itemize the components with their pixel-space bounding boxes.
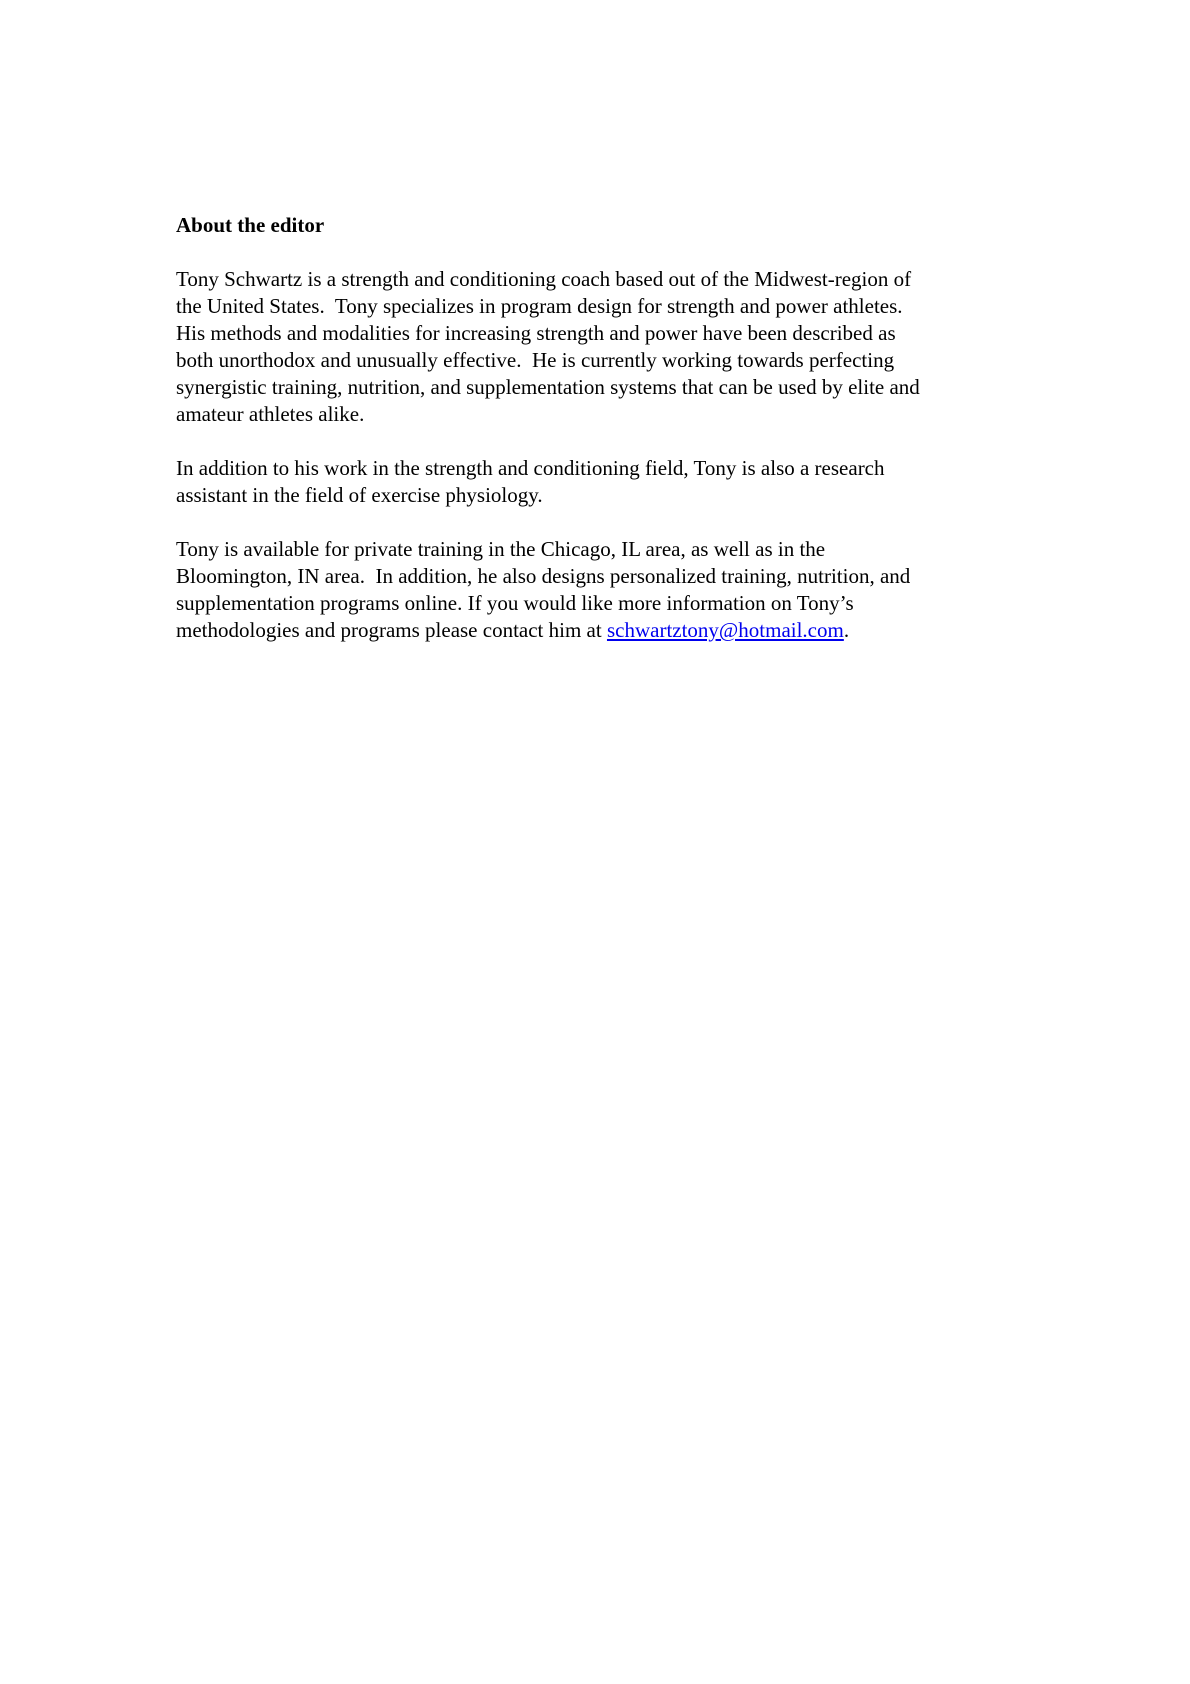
contact-suffix: . (843, 618, 850, 642)
text-line: both unorthodox and unusually effective. He is currently working towards perfecting (176, 348, 895, 372)
text-line: His methods and modalities for increasing strength and power have been described as (176, 321, 896, 345)
text-line: the United States. Tony specializes in program design for strength and power athletes. (176, 294, 903, 318)
paragraph-contact (176, 536, 1026, 644)
text-line: In addition to his work in the strength and conditioning field, Tony is also a research (176, 456, 885, 480)
text-line: supplementation programs online. If you would like more information on Tony’s (176, 591, 854, 615)
contact-prefix: methodologies and programs please contact him at (176, 618, 607, 642)
paragraph-research (176, 455, 1026, 509)
document-body (176, 212, 1026, 671)
text-line-contact (176, 617, 1026, 644)
text-line: amateur athletes alike. (176, 402, 365, 426)
text-line: synergistic training, nutrition, and supplementation systems that can be used by elite and (176, 375, 920, 399)
text-line: assistant in the field of exercise physiology. (176, 483, 543, 507)
paragraph-bio (176, 266, 1026, 428)
text-line: Tony is available for private training in the Chicago, IL area, as well as in the (176, 537, 826, 561)
text-line: Bloomington, IN area. In addition, he also designs personalized training, nutrition, and (176, 564, 911, 588)
email-link[interactable]: schwartztony@hotmail.com (606, 618, 844, 642)
text-line: Tony Schwartz is a strength and conditioning coach based out of the Midwest-region of (176, 267, 912, 291)
section-heading: About the editor (176, 213, 325, 237)
